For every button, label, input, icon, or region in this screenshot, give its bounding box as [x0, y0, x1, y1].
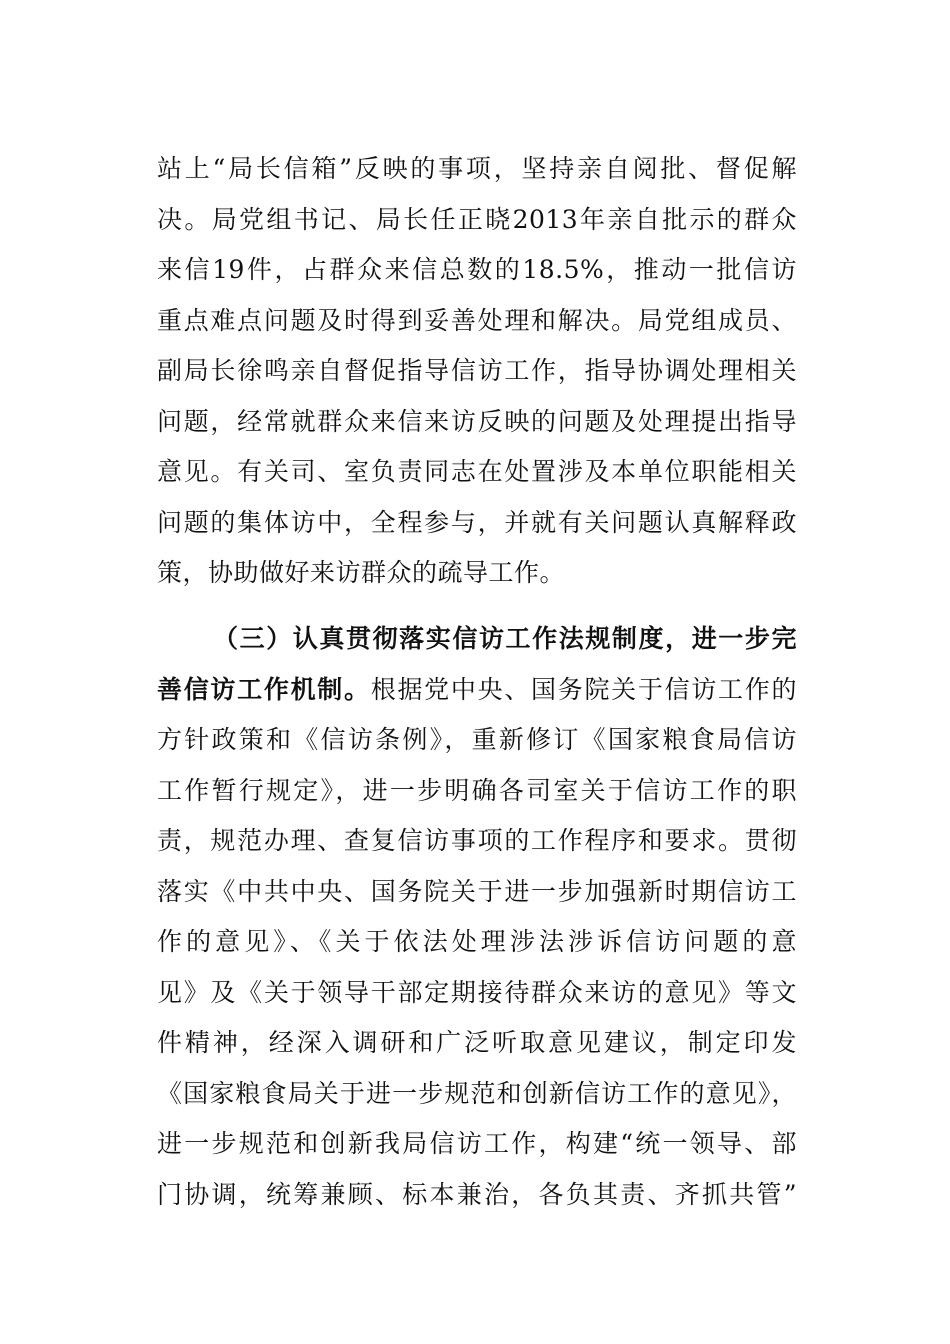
text-line: 进一步规范和创新我局信访工作，构建“统一领导、部 — [157, 1129, 797, 1158]
text-line: 工作暂行规定》，进一步明确各司室关于信访工作的职 — [157, 775, 797, 805]
paragraph-leadership-involvement — [157, 144, 797, 599]
text-line: 《国家粮食局关于进一步规范和创新信访工作的意见》， — [157, 1078, 797, 1108]
text-line: 意见。有关司、室负责同志在处置涉及本单位职能相关 — [157, 457, 797, 486]
paragraph-regulations — [157, 614, 797, 1220]
text-line: 件精神，经深入调研和广泛听取意见建议，制定印发 — [157, 1028, 797, 1057]
text-line: 问题，经常就群众来信来访反映的问题及处理提出指导 — [157, 406, 797, 436]
text-line: 见》及《关于领导干部定期接待群众来访的意见》等文 — [157, 977, 797, 1007]
text-line: 门协调，统筹兼顾、标本兼治，各负其责、齐抓共管” — [157, 1179, 797, 1209]
section-heading: （三）认真贯彻落实信访工作法规制度，进一步完 — [213, 624, 797, 653]
text-line: 作的意见》、《关于依法处理涉法涉诉信访问题的意 — [157, 927, 797, 956]
text-line: 问题的集体访中，全程参与，并就有关问题认真解释政 — [157, 507, 797, 537]
text-line: 方针政策和《信访条例》，重新修订《国家粮食局信访 — [157, 725, 797, 754]
text-line — [157, 665, 797, 716]
text-fragment: 根据党中央、国务院关于信访工作的 — [370, 674, 797, 704]
text-line: 来信19件，占群众来信总数的18.5%，推动一批信访 — [157, 255, 797, 284]
text-line: 策，协助做好来访群众的疏导工作。 — [157, 558, 566, 587]
text-line: 重点难点问题及时得到妥善处理和解决。局党组成员、 — [157, 305, 797, 335]
text-line: 站上“局长信箱”反映的事项，坚持亲自阅批、督促解 — [157, 154, 797, 183]
text-line: 落实《中共中央、国务院关于进一步加强新时期信访工 — [157, 876, 797, 906]
text-line: 副局长徐鸣亲自督促指导信访工作，指导协调处理相关 — [157, 356, 797, 385]
text-line: 责，规范办理、查复信访事项的工作程序和要求。贯彻 — [157, 826, 797, 855]
section-heading-end: 善信访工作机制。 — [157, 674, 371, 704]
text-line: 决。局党组书记、局长任正晓2013年亲自批示的群众 — [157, 204, 797, 234]
